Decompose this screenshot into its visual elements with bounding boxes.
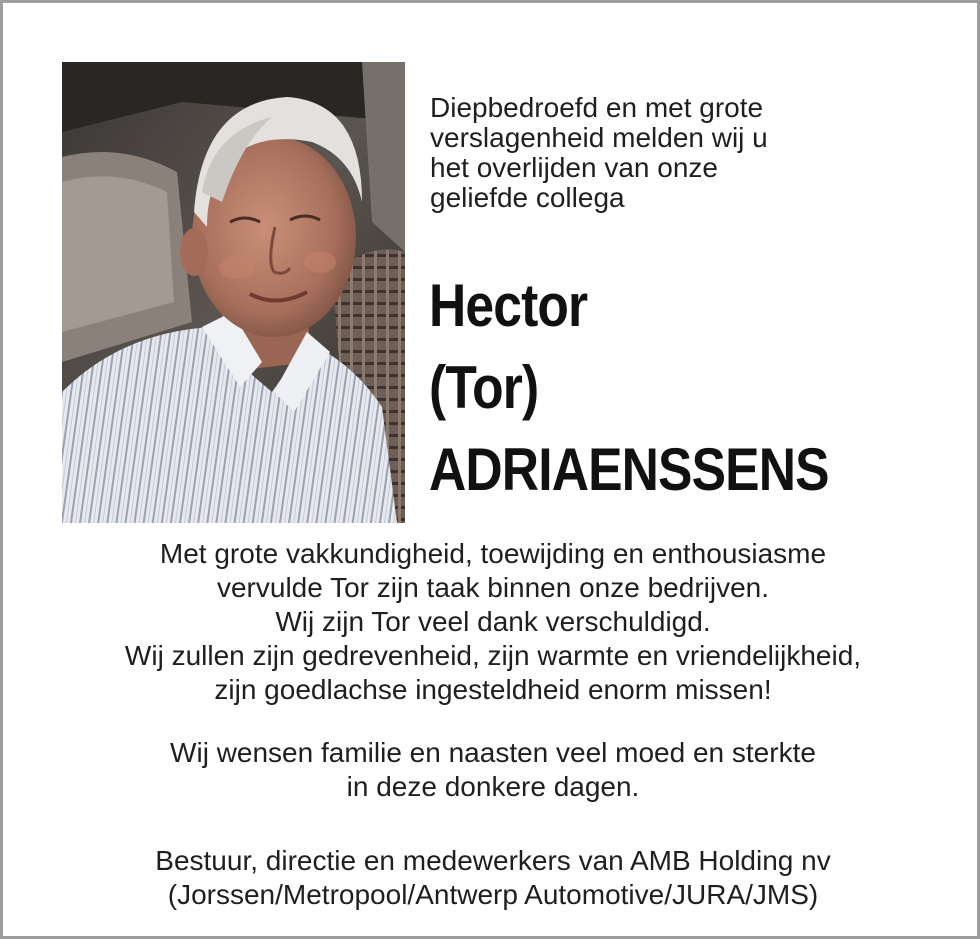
tribute-line: Wij zijn Tor veel dank verschuldigd. [275, 606, 711, 637]
nickname: (Tor) [429, 354, 539, 421]
deceased-name [429, 265, 829, 511]
intro-line: Diepbedroefd en met grote [430, 92, 764, 123]
signature-line: Bestuur, directie en medewerkers van AMB Holding nv [155, 845, 831, 876]
tribute-line: zijn goedlachse ingesteldheid enorm missen! [214, 674, 772, 705]
signature-paragraph [3, 844, 980, 912]
tribute-line: Wij zullen zijn gedrevenheid, zijn warmte en vriendelijkheid, [124, 640, 862, 671]
intro-line: geliefde collega [430, 182, 625, 213]
intro-text [430, 93, 850, 213]
condolence-paragraph [3, 736, 980, 804]
surname: ADRIAENSSENS [429, 436, 829, 503]
signature-line: (Jorssen/Metropool/Antwerp Automotive/JURA/JMS) [167, 879, 819, 910]
condolence-line: in deze donkere dagen. [346, 771, 640, 802]
first-name: Hector [429, 272, 588, 339]
tribute-paragraph [3, 537, 980, 707]
intro-line: verslagenheid melden wij u [430, 122, 768, 153]
intro-line: het overlijden van onze [430, 152, 718, 183]
condolence-line: Wij wensen familie en naasten veel moed en sterkte [170, 737, 816, 768]
tribute-line: vervulde Tor zijn taak binnen onze bedrijven. [216, 572, 770, 603]
portrait-photo [62, 62, 405, 523]
tribute-line: Met grote vakkundigheid, toewijding en enthousiasme [159, 538, 827, 569]
